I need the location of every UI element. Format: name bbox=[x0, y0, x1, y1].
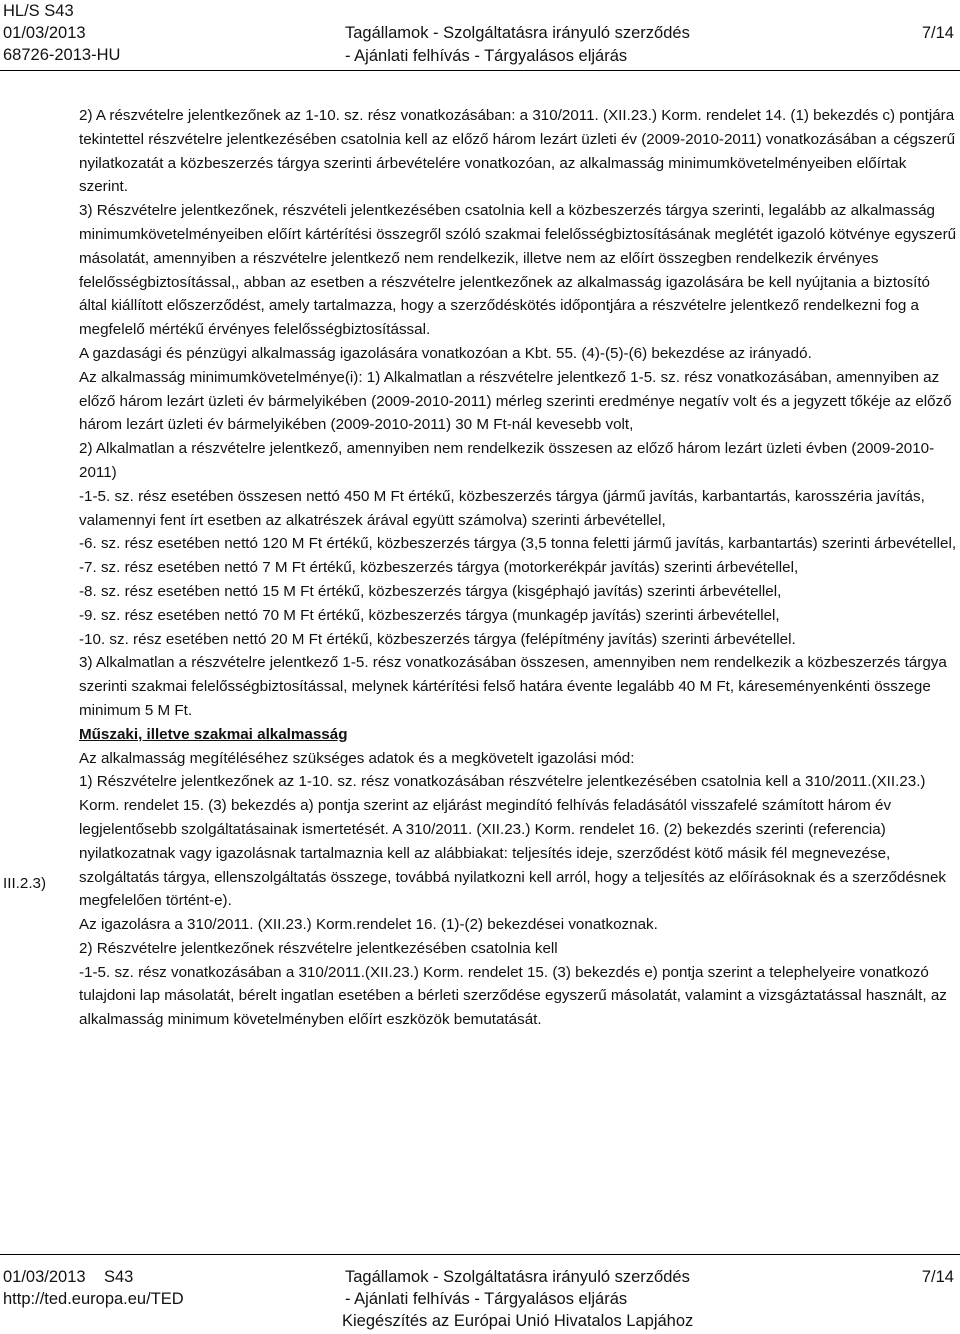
header-title-line1: Tagállamok - Szolgáltatásra irányuló szerződés bbox=[345, 24, 690, 42]
paragraph: Az igazolásra a 310/2011. (XII.23.) Korm.rendelet 16. (1)-(2) bekezdései vonatkoznak. bbox=[79, 916, 658, 934]
footer-left bbox=[3, 1266, 184, 1310]
paragraph: 2) Részvételre jelentkezőnek részvételre jelentkezésében csatolnia kell bbox=[79, 939, 558, 957]
section-number: III.2.3) bbox=[3, 875, 47, 892]
document-body bbox=[79, 104, 957, 1032]
paragraph: -9. sz. rész esetében nettó 70 M Ft értékű, közbeszerzés tárgya (munkagép javítás) szerinti árbevétellel, bbox=[79, 606, 780, 624]
footer-date: 01/03/2013 bbox=[3, 1268, 86, 1286]
paragraph: -1-5. sz. rész vonatkozásában a 310/2011.(XII.23.) Korm. rendelet 15. (3) bekezdés e) pontja szerint a telephelyeire vonatkozó tulajdoni lap másolatát, bérelt ingatlan esetében a bérleti szerződése egyszerű másolatát, valamint a vizsgáztatással használt, az alkalmasság minimum követelményben előírt eszközök bemutatását. bbox=[79, 963, 947, 1029]
paragraph: -7. sz. rész esetében nettó 7 M Ft értékű, közbeszerzés tárgya (motorkerékpár javítás) szerinti árbevétellel, bbox=[79, 559, 799, 577]
paragraph: 3) Alkalmatlan a részvételre jelentkező 1-5. rész vonatkozásában összesen, amennyiben nem rendelkezik a közbeszerzés tárgya szerinti szakmai felelősségbiztosítással, melynek kártérítési felső határa évente legalább 40 M Ft, káreseményenkénti összege minimum 5 M Ft. bbox=[79, 654, 947, 719]
header-title bbox=[345, 22, 690, 68]
footer-title bbox=[342, 1266, 723, 1330]
doc-code: HL/S S43 bbox=[3, 2, 74, 20]
header-page-number: 7/14 bbox=[921, 24, 954, 42]
paragraph: Az alkalmasság megítéléséhez szükséges adatok és a megkövetelt igazolási mód: bbox=[79, 749, 635, 767]
paragraph: -6. sz. rész esetében nettó 120 M Ft értékű, közbeszerzés tárgya (3,5 tonna feletti jármű javítás, karbantartás) szerinti árbevétellel, bbox=[79, 535, 957, 553]
paragraph: 3) Részvételre jelentkezőnek, részvételi jelentkezésében csatolnia kell a közbeszerzés tárgya szerinti, legalább az alkalmasság minimumkövetelményeiben előírt kártérítési összegről szóló szakmai felelősségbiztosításának meglétét igazoló kötvénye egyszerű másolatát, amennyiben a részvételre jelentkező nem rendelkezik, illetve nem az előírt összegben rendelkezik érvényes felelősségbiztosítással,, abban az esetben a részvételre jelentkezőnek az alkalmasság igazolására be kell nyújtania a biztosító által kiállított előszerződést, amely tartalmazza, hogy a szerződéskötés időpontjára a részvételre jelentkező rendelkezni fog a megfelelő mértékű érvényes felelősségbiztosítással. bbox=[79, 202, 957, 339]
paragraph: A gazdasági és pénzügyi alkalmasság igazolására vonatkozóan a Kbt. 55. (4)-(5)-(6) bekezdése az irányadó. bbox=[79, 344, 812, 362]
header-date: 01/03/2013 bbox=[3, 24, 86, 42]
header-title-line2: - Ajánlati felhívás - Tárgyalásos eljárás bbox=[345, 47, 628, 65]
section-heading: Műszaki, illetve szakmai alkalmasság bbox=[79, 725, 348, 743]
footer-title-line3: Kiegészítés az Európai Unió Hivatalos Lapjához bbox=[342, 1312, 694, 1330]
footer-series: S43 bbox=[103, 1268, 134, 1286]
footer-rule bbox=[0, 1254, 960, 1255]
footer-title-line1: Tagállamok - Szolgáltatásra irányuló szerződés bbox=[345, 1268, 690, 1286]
footer-title-line2: - Ajánlati felhívás - Tárgyalásos eljárás bbox=[345, 1290, 628, 1308]
paragraph: 2) A részvételre jelentkezőnek az 1-10. sz. rész vonatkozásában: a 310/2011. (XII.23.) Korm. rendelet 14. (1) bekezdés c) pontjára tekintettel részvételre jelentkezésében csatolnia kell az előző három lezárt üzleti év (2009-2010-2011) vonatkozásában a cégszerű nyilatkozatát a közbeszerzés tárgya szerinti árbevételére vonatkozóan, az alkalmasság minimumkövetelményeiben előírtak szerint. bbox=[79, 107, 956, 196]
paragraph: Az alkalmasság minimumkövetelménye(i): 1) Alkalmatlan a részvételre jelentkező 1-5. sz. rész vonatkozásában, amennyiben az előző három lezárt üzleti év bármelyikében (2009-2010-2011) mérleg szerinti eredménye negatív volt és a jegyzett tőkéje az előző három lezárt üzleti év bármelyikében (2009-2010-2011) 30 M Ft-nál kevesebb volt, bbox=[79, 368, 952, 434]
paragraph: -10. sz. rész esetében nettó 20 M Ft értékű, közbeszerzés tárgya (felépítmény javítás) szerinti árbevétellel. bbox=[79, 630, 796, 648]
footer-url: http://ted.europa.eu/TED bbox=[3, 1290, 184, 1308]
paragraph: 1) Részvételre jelentkezőnek az 1-10. sz. rész vonatkozásában részvételre jelentkezésében csatolnia kell a 310/2011.(XII.23.) Korm. rendelet 15. (3) bekezdés a) pontja szerint az eljárást megindító felhívás feladásától visszafelé számított három év legjelentősebb szolgáltatásainak ismertetését. A 310/2011. (XII.23.) Korm. rendelet 16. (2) bekezdés szerinti (referencia) nyilatkozatnak vagy igazolásnak tartalmaznia kell az alábbiakat: teljesítés ideje, szerződést kötő másik fél megnevezése, szolgáltatás tárgya, ellenszolgáltatás összege, továbbá nyilatkozni kell arról, hogy a teljesítés az előírásoknak és a szerződésnek megfelelően történt-e). bbox=[79, 773, 947, 910]
doc-id: 68726-2013-HU bbox=[3, 46, 121, 64]
paragraph: 2) Alkalmatlan a részvételre jelentkező, amennyiben nem rendelkezik összesen az előző három lezárt üzleti évben (2009-2010-2011) bbox=[79, 440, 935, 481]
footer-page-number: 7/14 bbox=[921, 1268, 954, 1286]
paragraph: -8. sz. rész esetében nettó 15 M Ft értékű, közbeszerzés tárgya (kisgéphajó javítás) szerinti árbevétellel, bbox=[79, 582, 782, 600]
header-left bbox=[3, 0, 120, 66]
paragraph: -1-5. sz. rész esetében összesen nettó 450 M Ft értékű, közbeszerzés tárgya (jármű javítás, karbantartás, karosszéria javítás, valamennyi fent írt esetben az alkatrészek árával együtt számolva) szerinti árbevétellel, bbox=[79, 487, 925, 529]
header-rule bbox=[0, 70, 960, 71]
